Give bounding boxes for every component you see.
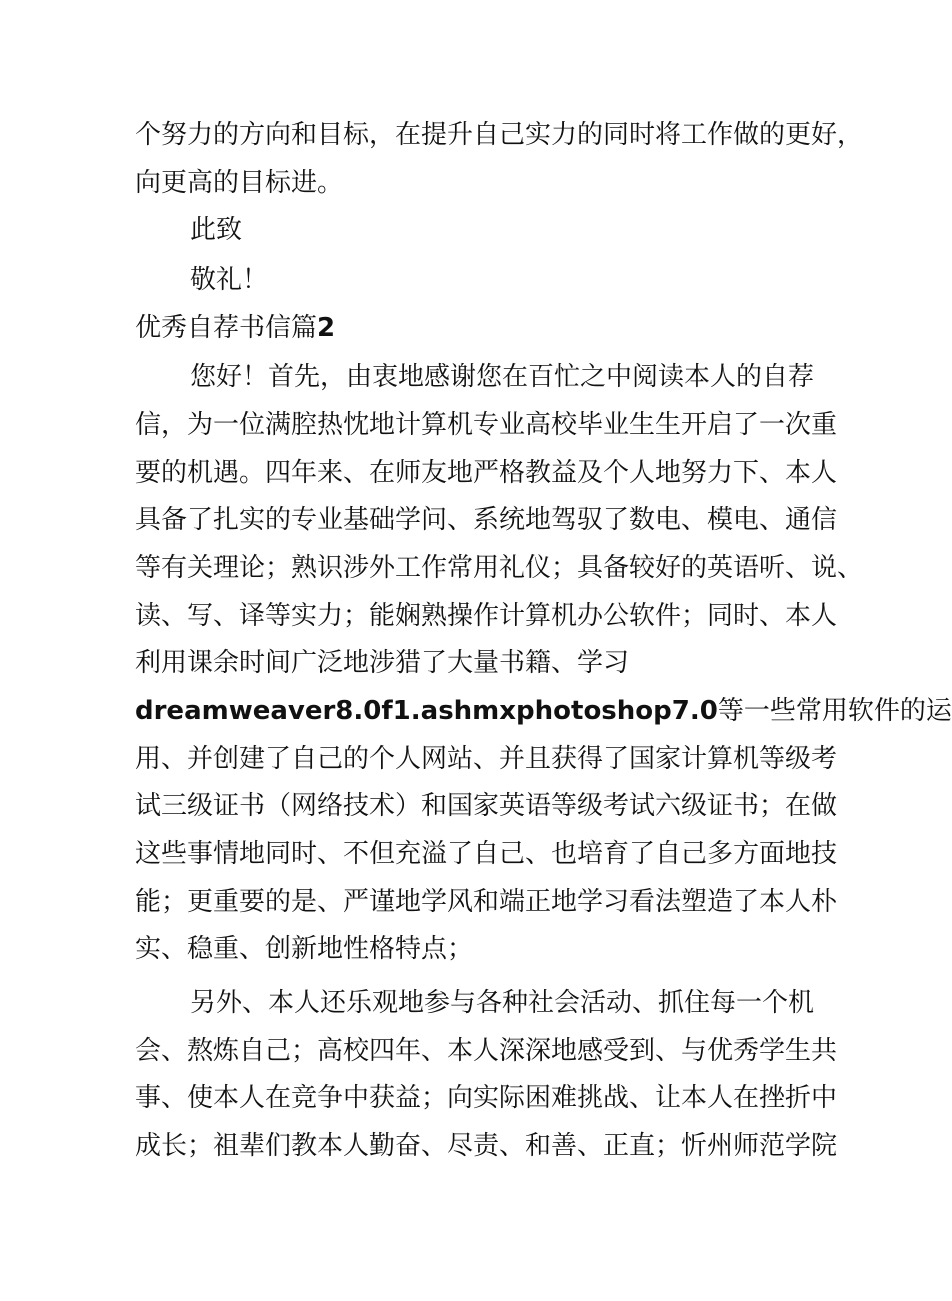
paragraph-2-line-2: 信，为一位满腔热忱地计算机专业高校毕业生生开启了一次重 xyxy=(135,410,838,440)
paragraph-2-line-11: 这些事情地同时、不但充溢了自己、也培育了自己多方面地技 xyxy=(135,839,838,869)
paragraph-3-line-4: 成长；祖辈们教本人勤奋、尽责、和善、正直；忻州师范学院 xyxy=(135,1131,838,1161)
paragraph-2-line-1: 您好！首先，由衷地感谢您在百忙之中阅读本人的自荐 xyxy=(190,362,815,392)
section-heading-text: 优秀自荐书信篇 xyxy=(135,313,318,343)
paragraph-2-line-5: 等有关理论；熟识涉外工作常用礼仪；具备较好的英语听、说、 xyxy=(135,553,864,583)
paragraph-2-line-6: 读、写、译等实力；能娴熟操作计算机办公软件；同时、本人 xyxy=(135,601,838,631)
paragraph-1-line-2: 向更高的目标进。 xyxy=(135,168,344,198)
paragraph-2-line-3: 要的机遇。四年来、在师友地严格教益及个人地努力下、本人 xyxy=(135,458,838,488)
software-list-text: dreamweaver8.0f1.ashmxphotoshop7.0 xyxy=(135,696,718,726)
paragraph-3-line-2: 会、熬炼自己；高校四年、本人深深地感受到、与优秀学生共 xyxy=(135,1036,838,1066)
closing-line-1: 此致 xyxy=(190,215,243,245)
paragraph-2-line-7: 利用课余时间广泛地涉猎了大量书籍、学习 xyxy=(135,648,630,678)
paragraph-2-line-12: 能；更重要的是、严谨地学风和端正地学习看法塑造了本人朴 xyxy=(135,887,838,917)
section-heading xyxy=(135,311,795,345)
section-heading-number: 2 xyxy=(317,313,336,343)
paragraph-3-line-1: 另外、本人还乐观地参与各种社会活动、抓住每一个机 xyxy=(190,988,815,1018)
paragraph-2-line-10: 试三级证书（网络技术）和国家英语等级考试六级证书；在做 xyxy=(135,791,838,821)
paragraph-2-line-8 xyxy=(135,694,952,728)
paragraph-3-line-3: 事、使本人在竞争中获益；向实际困难挑战、让本人在挫折中 xyxy=(135,1083,838,1113)
paragraph-2-line-4: 具备了扎实的专业基础学问、系统地驾驭了数电、模电、通信 xyxy=(135,505,838,535)
paragraph-1-line-1: 个努力的方向和目标，在提升自己实力的同时将工作做的更好， xyxy=(135,120,864,150)
paragraph-2-line-13: 实、稳重、创新地性格特点； xyxy=(135,934,474,964)
paragraph-2-line-8-text: 等一些常用软件的运 xyxy=(717,696,952,726)
closing-line-2: 敬礼！ xyxy=(190,265,269,295)
paragraph-2-line-9: 用、并创建了自己的个人网站、并且获得了国家计算机等级考 xyxy=(135,744,838,774)
